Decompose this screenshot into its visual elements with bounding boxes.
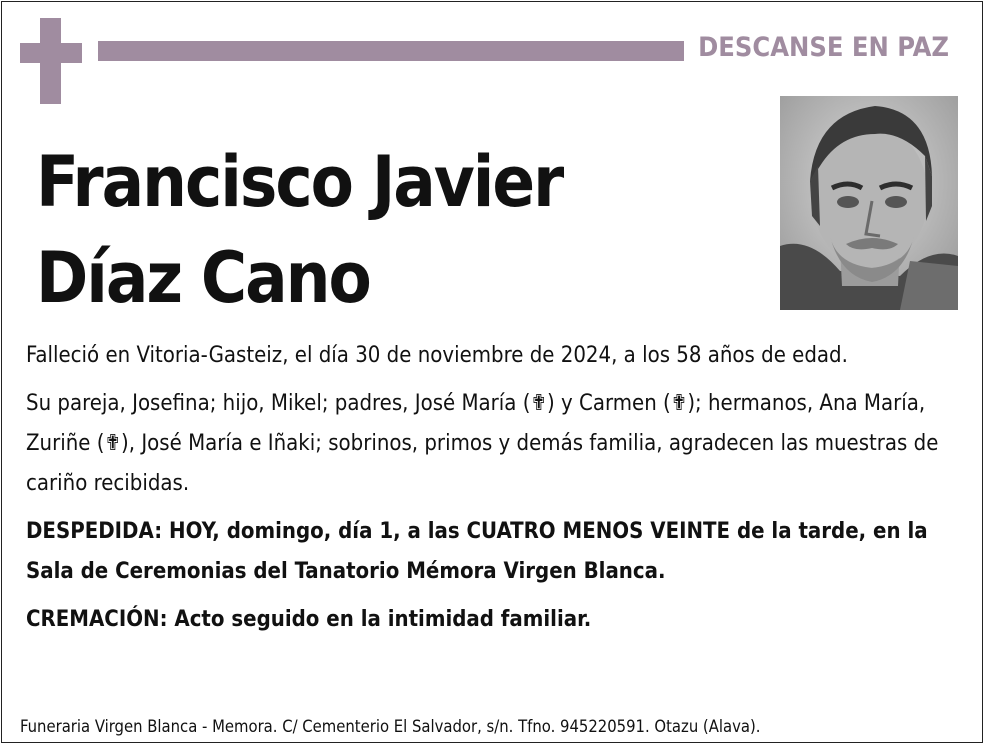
header-rule [98,41,684,61]
death-paragraph: Falleció en Vitoria-Gasteiz, el día 30 de noviembre de 2024, a los 58 años de edad. [26,343,848,368]
funeral-home-footer: Funeraria Virgen Blanca - Memora. C/ Cementerio El Salvador, s/n. Tfno. 945220591. Otazu (Alava). [20,717,761,736]
portrait-photo [780,96,958,310]
farewell-paragraph: DESPEDIDA: HOY, domingo, día 1, a las CUATRO MENOS VEINTE de la tarde, en la Sala de Ceremonias del Tanatorio Mémora Virgen Blanca. [26,519,928,584]
obituary-notice [1,1,983,743]
cross-icon [20,18,82,104]
name-line-1: Francisco Javier [36,141,563,223]
cremation-paragraph: CREMACIÓN: Acto seguido en la intimidad familiar. [26,607,592,632]
deceased-name [36,134,562,326]
family-paragraph: Su pareja, Josefina; hijo, Mikel; padres, José María (✟) y Carmen (✟); hermanos, Ana María, Zuriñe (✟), José María e Iñaki; sobrinos, primos y demás familia, agradecen las muestras de cariño recibidas. [26,391,939,496]
notice-body [26,336,961,648]
tagline: DESCANSE EN PAZ [698,32,949,63]
name-line-2: Díaz Cano [36,237,370,319]
